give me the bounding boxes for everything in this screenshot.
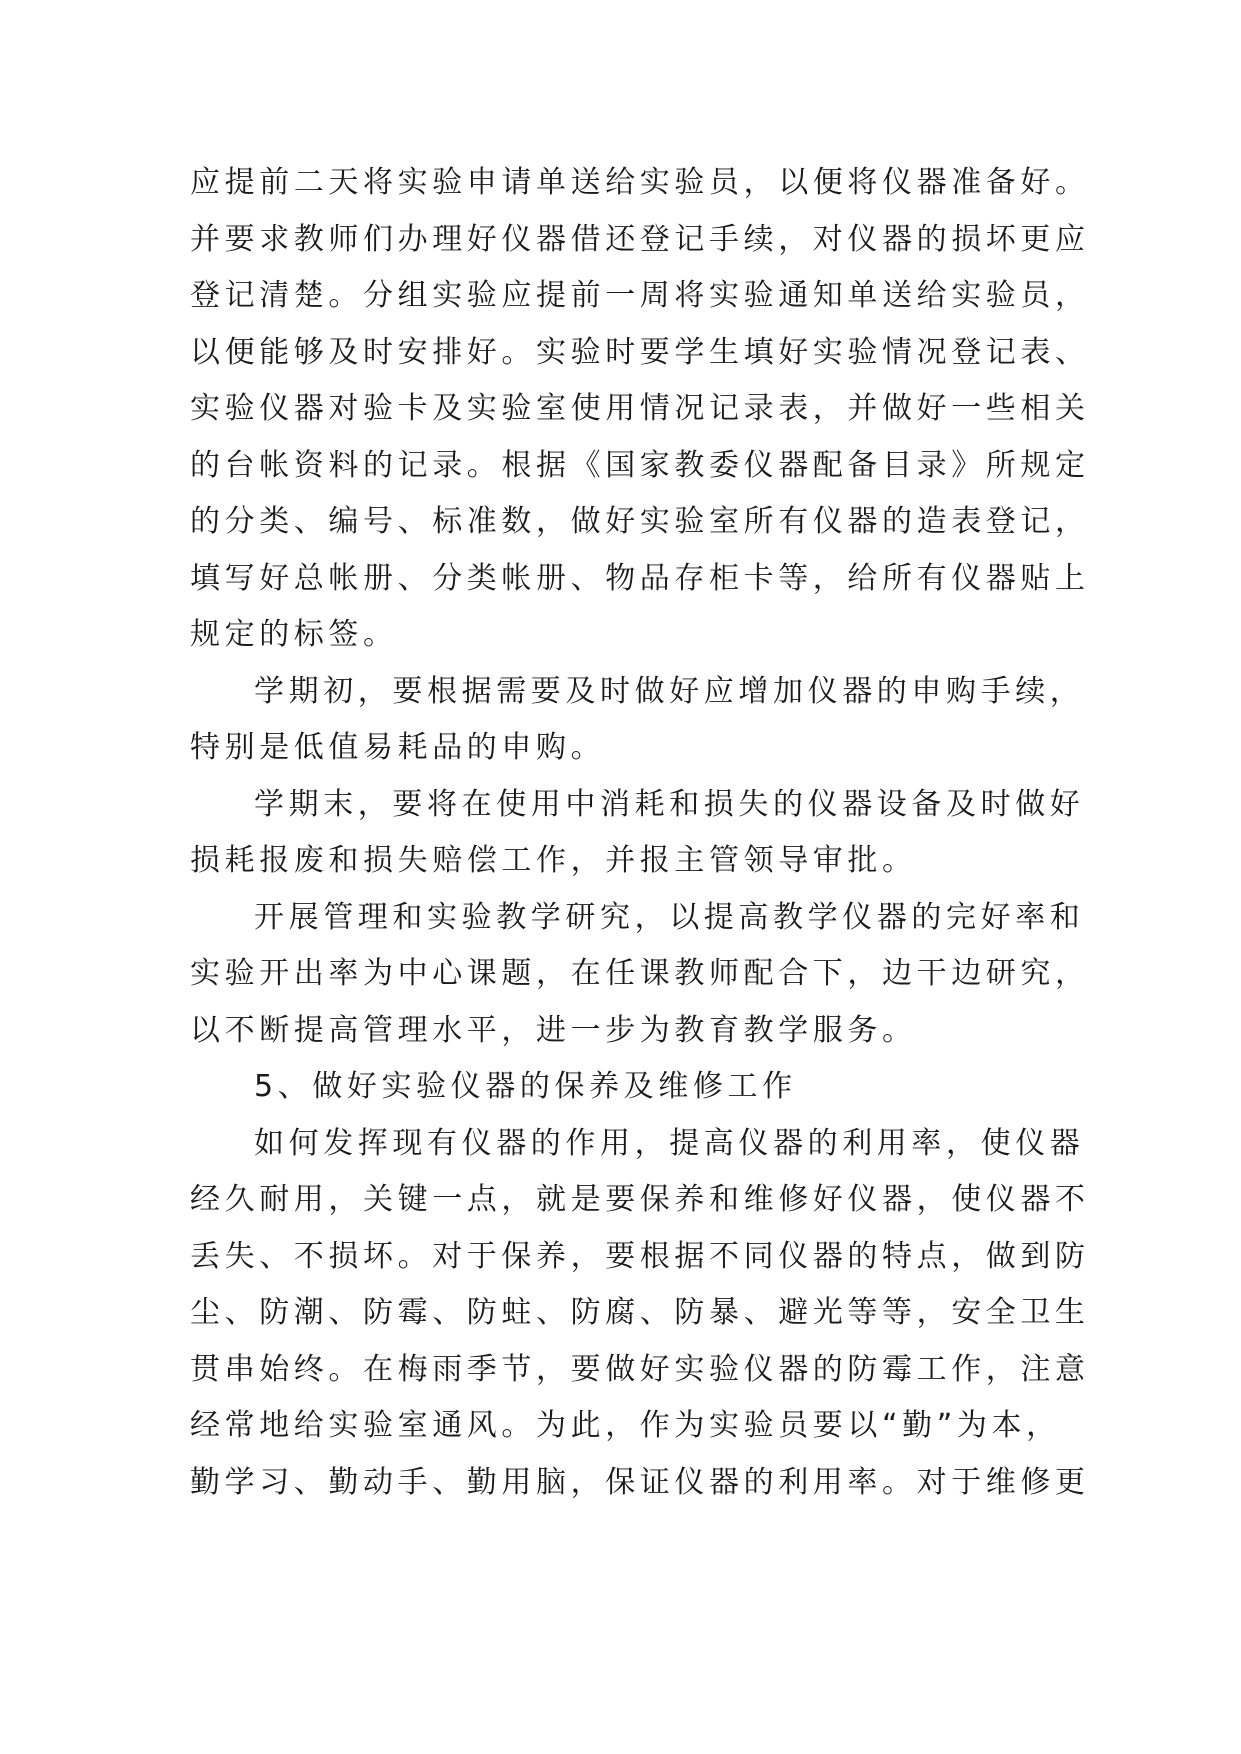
paragraph-start-line: 学期末，要将在使用中消耗和损失的仪器设备及时做好 — [254, 786, 1085, 822]
text-line: 登记清楚。分组实验应提前一周将实验通知单送给实验员， — [190, 278, 1090, 313]
text-line: 填写好总帐册、分类帐册、物品存柜卡等，给所有仪器贴上 — [190, 560, 1090, 596]
text-line: 以不断提高管理水平，进一步为教育教学服务。 — [190, 1012, 917, 1048]
text-line: 特别是低值易耗品的申购。 — [190, 730, 606, 765]
text-line: 实验开出率为中心课题，在任课教师配合下，边干边研究， — [190, 956, 1090, 991]
text-line: 经常地给实验室通风。为此，作为实验员要以“勤”为本， — [190, 1408, 1061, 1443]
paragraph-start-line: 开展管理和实验教学研究，以提高教学仪器的完好率和 — [254, 899, 1085, 935]
paragraph-start-line: 学期初，要根据需要及时做好应增加仪器的申购手续， — [254, 673, 1085, 709]
text-line: 勤学习、勤动手、勤用脑，保证仪器的利用率。对于维修更 — [190, 1464, 1090, 1500]
text-line: 应提前二天将实验申请单送给实验员，以便将仪器准备好。 — [190, 165, 1090, 200]
text-line: 的分类、编号、标准数，做好实验室所有仪器的造表登记， — [190, 504, 1090, 539]
text-line: 的台帐资料的记录。根据《国家教委仪器配备目录》所规定 — [190, 447, 1090, 483]
text-line: 并要求教师们办理好仪器借还登记手续，对仪器的损坏更应 — [190, 221, 1090, 257]
text-line: 贯串始终。在梅雨季节，要做好实验仪器的防霉工作，注意 — [190, 1351, 1090, 1387]
document-body — [190, 155, 1090, 1511]
text-line: 丢失、不损坏。对于保养，要根据不同仪器的特点，做到防 — [190, 1238, 1090, 1274]
text-line: 尘、防潮、防霉、防蛀、防腐、防暴、避光等等，安全卫生 — [190, 1295, 1090, 1330]
text-line: 实验仪器对验卡及实验室使用情况记录表，并做好一些相关 — [190, 391, 1090, 426]
text-line: 经久耐用，关键一点，就是要保养和维修好仪器，使仪器不 — [190, 1182, 1090, 1217]
paragraph-start-line: 如何发挥现有仪器的作用，提高仪器的利用率，使仪器 — [254, 1125, 1085, 1161]
text-line: 损耗报废和损失赔偿工作，并报主管领导审批。 — [190, 843, 917, 878]
section-heading: 5、做好实验仪器的保养及维修工作 — [254, 1069, 797, 1104]
text-line: 以便能够及时安排好。实验时要学生填好实验情况登记表、 — [190, 334, 1090, 370]
text-line: 规定的标签。 — [190, 617, 398, 652]
